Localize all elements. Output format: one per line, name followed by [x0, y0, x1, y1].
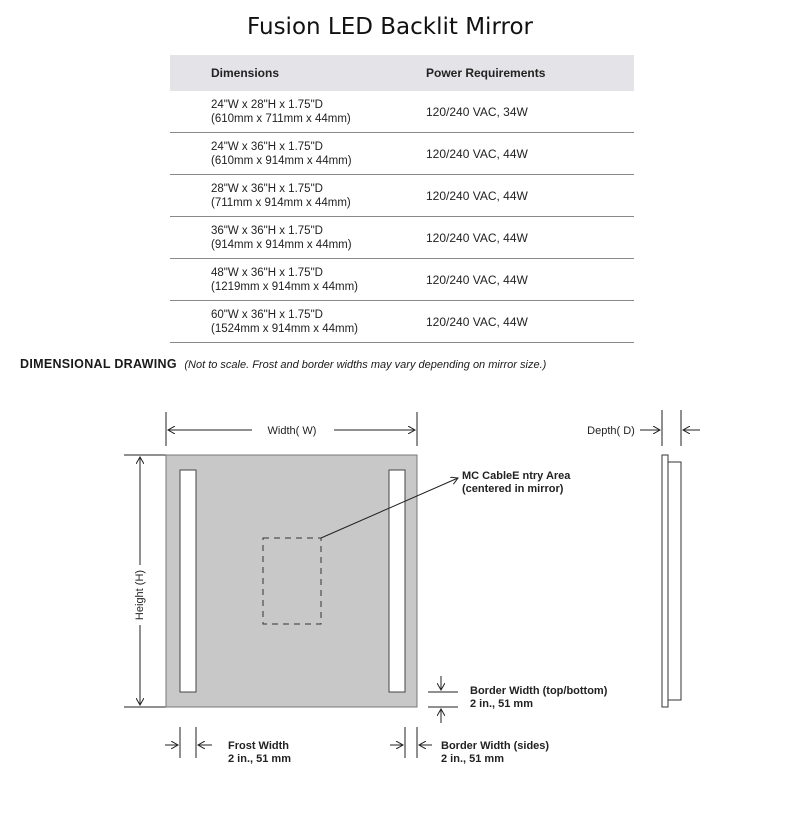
- dimension-mm: (1219mm x 914mm x 44mm): [211, 280, 358, 293]
- drawing-heading-title: DIMENSIONAL DRAWING: [20, 357, 177, 371]
- border-top-bottom-label: Border Width (top/bottom): [470, 685, 608, 697]
- frost-width-dimension: [165, 727, 291, 765]
- dimension-inches: 28"W x 36"H x 1.75"D: [211, 182, 323, 195]
- cable-entry-note: (centered in mirror): [462, 483, 564, 495]
- header-power: Power Requirements: [426, 55, 634, 91]
- drawing-note: (Not to scale. Frost and border widths may vary depending on mirror size.): [184, 359, 547, 371]
- width-label: Width( W): [267, 425, 317, 437]
- cable-entry-label: MC CableE ntry Area: [462, 470, 571, 482]
- frost-strip-left: [180, 470, 196, 692]
- dimension-mm: (610mm x 914mm x 44mm): [211, 154, 352, 167]
- border-top-bottom-value: 2 in., 51 mm: [470, 698, 533, 710]
- power-cell: 120/240 VAC, 44W: [426, 133, 634, 175]
- dimension-inches: 60"W x 36"H x 1.75"D: [211, 308, 323, 321]
- dimension-mm: (711mm x 914mm x 44mm): [211, 196, 351, 209]
- height-label: Height (H): [134, 569, 146, 621]
- frost-width-label: Frost Width: [228, 740, 289, 752]
- dimension-mm: (610mm x 711mm x 44mm): [211, 112, 351, 125]
- border-top-bottom-dimension: [428, 676, 608, 723]
- border-sides-dimension: [390, 727, 549, 765]
- page-title: Fusion LED Backlit Mirror: [247, 14, 533, 40]
- frost-width-value: 2 in., 51 mm: [228, 753, 291, 765]
- dimension-mm: (914mm x 914mm x 44mm): [211, 238, 352, 251]
- frost-strip-right: [389, 470, 405, 692]
- dimension-inches: 24"W x 28"H x 1.75"D: [211, 98, 323, 111]
- power-cell: 120/240 VAC, 34W: [426, 91, 634, 133]
- depth-label: Depth( D): [587, 425, 635, 437]
- power-cell: 120/240 VAC, 44W: [426, 301, 634, 343]
- width-dimension: [166, 412, 417, 446]
- power-cell: 120/240 VAC, 44W: [426, 259, 634, 301]
- mirror-front: [166, 455, 417, 707]
- power-cell: 120/240 VAC, 44W: [426, 217, 634, 259]
- dimension-inches: 48"W x 36"H x 1.75"D: [211, 266, 323, 279]
- mirror-side-profile: [662, 455, 681, 707]
- power-cell: 120/240 VAC, 44W: [426, 175, 634, 217]
- border-sides-value: 2 in., 51 mm: [441, 753, 504, 765]
- border-sides-label: Border Width (sides): [441, 740, 550, 752]
- header-dimensions: Dimensions: [170, 55, 426, 91]
- depth-dimension: [587, 410, 700, 446]
- dimension-inches: 24"W x 36"H x 1.75"D: [211, 140, 323, 153]
- dimension-inches: 36"W x 36"H x 1.75"D: [211, 224, 323, 237]
- dimension-mm: (1524mm x 914mm x 44mm): [211, 322, 358, 335]
- height-dimension: [124, 455, 166, 707]
